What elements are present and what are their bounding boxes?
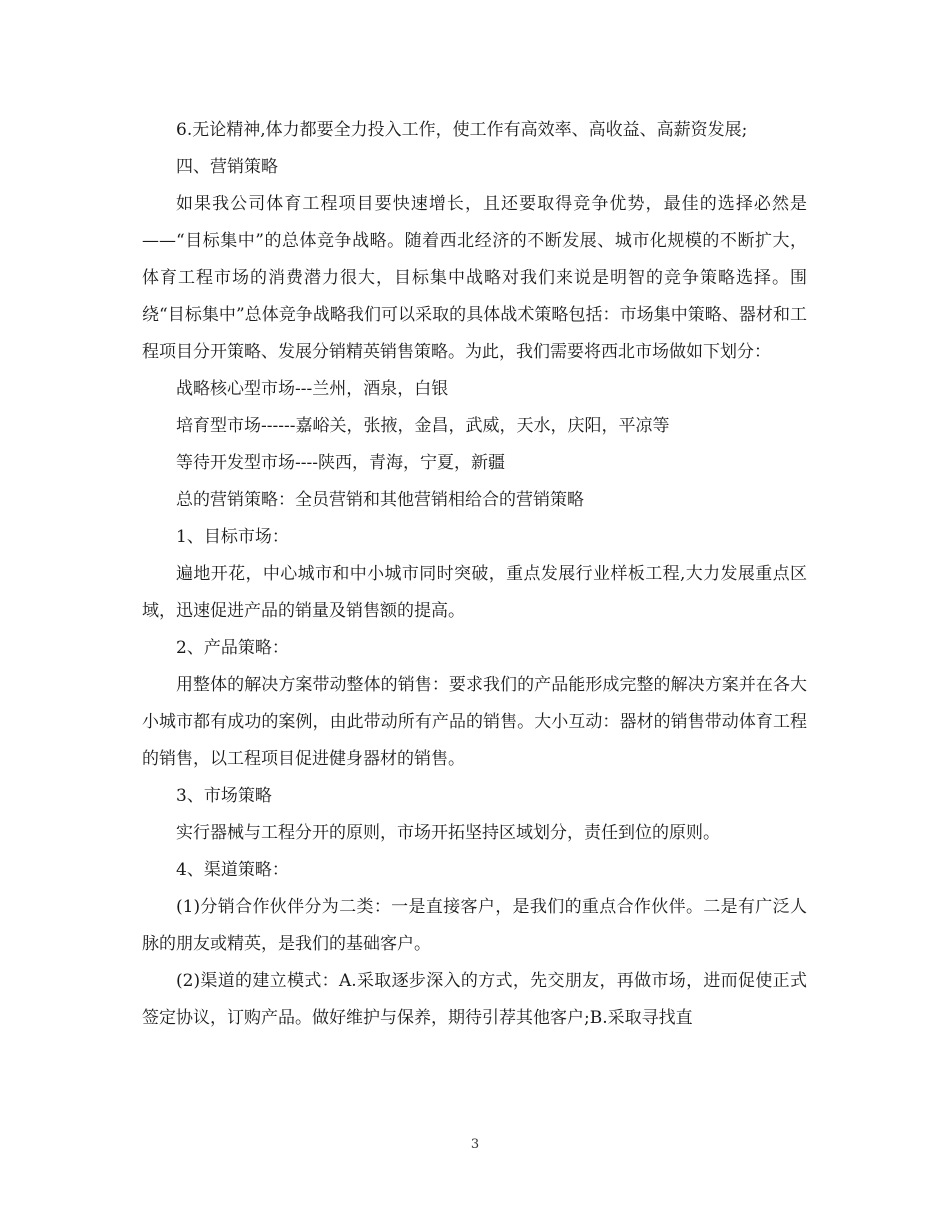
paragraph-target-market: 遍地开花，中心城市和中小城市同时突破，重点发展行业样板工程,大力发展重点区域，迅速促进产品的销量及销售额的提高。 xyxy=(142,564,807,621)
paragraph-target-focus-strategy: 如果我公司体育工程项目要快速增长，且还要取得竞争优势，最佳的选择必然是——“目标集中”的总体竞争战略。随着西北经济的不断发展、城市化规模的不断扩大， 体育工程市场的消费潜力很大，目标集中战略对我们来说是明智的竞争策略选择。围绕“目标集中”总体竞争战略我们可以采取的具体战术策略包括：市场集中策略、器材和工程项目分开策略、发展分销精英销售策略。为此，我们需要将西北市场做如下划分： xyxy=(142,194,807,362)
paragraph-market-strategy: 实行器械与工程分开的原则，市场开拓坚持区域划分，责任到位的原则。 xyxy=(176,823,720,843)
paragraph-cultivation-market: 培育型市场------嘉峪关，张掖，金昌，武威，天水，庆阳，平凉等 xyxy=(176,416,670,436)
paragraph-work-attitude: 6.无论精神,体力都要全力投入工作，使工作有高效率、高收益、高薪资发展; xyxy=(176,120,748,140)
paragraph-development-market: 等待开发型市场----陕西，青海，宁夏，新疆 xyxy=(176,453,505,473)
section-heading-marketing-strategy: 四、营销策略 xyxy=(176,157,278,177)
paragraph-core-market: 战略核心型市场---兰州，酒泉，白银 xyxy=(176,379,449,399)
paragraph-overall-strategy: 总的营销策略：全员营销和其他营销相给合的营销策略 xyxy=(176,490,584,510)
paragraph-channel-model: (2)渠道的建立模式：A.采取逐步深入的方式，先交朋友，再做市场，进而促使正式签定协议，订购产品。做好维护与保养，期待引荐其他客户;B.采取寻找直 xyxy=(142,971,807,1028)
document-body xyxy=(142,112,807,1037)
paragraph-channel-partners: (1)分销合作伙伴分为二类：一是直接客户，是我们的重点合作伙伴。二是有广泛人脉的朋友或精英，是我们的基础客户。 xyxy=(142,897,807,954)
paragraph-product-strategy: 用整体的解决方案带动整体的销售：要求我们的产品能形成完整的解决方案并在各大小城市都有成功的案例，由此带动所有产品的销售。大小互动：器材的销售带动体育工程的销售，以工程项目促进健身器材的销售。 xyxy=(142,675,807,769)
subheading-target-market: 1、目标市场： xyxy=(176,527,289,547)
subheading-product-strategy: 2、产品策略： xyxy=(176,638,289,658)
subheading-market-strategy: 3、市场策略 xyxy=(176,786,272,806)
subheading-channel-strategy: 4、渠道策略： xyxy=(176,860,289,880)
page-number: 3 xyxy=(470,1137,480,1152)
